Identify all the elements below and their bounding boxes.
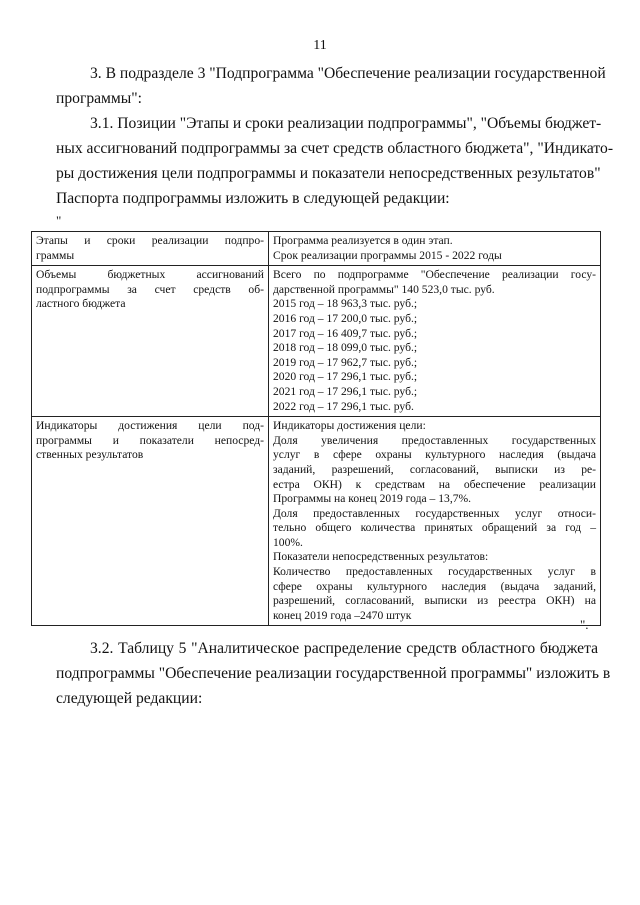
cell-line: услуг в сфере охраны культурного наследия (выдача bbox=[273, 448, 596, 462]
paragraph-3 bbox=[56, 61, 606, 111]
table-row bbox=[32, 232, 601, 266]
cell-line: граммы bbox=[36, 248, 75, 262]
cell-line: Срок реализации программы 2015 - 2022 годы bbox=[273, 248, 502, 262]
cell-line: разрешений, согласований, выписки из реестра ОКН) на bbox=[273, 594, 596, 608]
cell-line: 2018 год – 18 099,0 тыс. руб.; bbox=[273, 341, 418, 355]
opening-quote: " bbox=[56, 213, 62, 228]
cell-line: 2022 год – 17 296,1 тыс. руб. bbox=[273, 399, 414, 413]
cell-line: дарственной программы" 140 523,0 тыс. руб. bbox=[273, 282, 495, 296]
cell-line: ластного бюджета bbox=[36, 297, 126, 311]
cell-line: 2019 год – 17 962,7 тыс. руб.; bbox=[273, 355, 418, 369]
cell-line: 2020 год – 17 296,1 тыс. руб.; bbox=[273, 370, 418, 384]
cell-line: 2016 год – 17 200,0 тыс. руб.; bbox=[273, 311, 418, 325]
cell-line: Количество предоставленных государственных услуг в bbox=[273, 565, 596, 579]
text-line: ры достижения цели подпрограммы и показатели непосредственных результатов" bbox=[56, 165, 601, 182]
cell-line: ственных результатов bbox=[36, 448, 144, 462]
passport-table bbox=[31, 231, 601, 626]
cell-line: программы и показатели непосред- bbox=[36, 433, 264, 447]
row-label-budget bbox=[32, 266, 269, 417]
row-value-budget bbox=[269, 266, 601, 417]
row-label-indicators bbox=[32, 417, 269, 626]
cell-line: Объемы бюджетных ассигнований bbox=[36, 268, 264, 282]
cell-line: Этапы и сроки реализации подпро- bbox=[36, 234, 264, 247]
cell-line: Программа реализуется в один этап. bbox=[273, 234, 453, 247]
table-row bbox=[32, 266, 601, 417]
cell-line: 2015 год – 18 963,3 тыс. руб.; bbox=[273, 297, 418, 311]
text-line: ных ассигнований подпрограммы за счет средств областного бюджета", "Индикато- bbox=[56, 140, 614, 157]
cell-line: Всего по подпрограмме "Обеспечение реализации госу- bbox=[273, 268, 596, 282]
cell-line: 2021 год – 17 296,1 тыс. руб.; bbox=[273, 384, 418, 398]
row-label-stages bbox=[32, 232, 269, 266]
cell-line: Показатели непосредственных результатов: bbox=[273, 550, 489, 564]
paragraph-3-2 bbox=[56, 636, 611, 711]
cell-line: 100%. bbox=[273, 535, 303, 549]
cell-line: естра ОКН) к средствам на обеспечение реализации bbox=[273, 477, 596, 491]
cell-line: Индикаторы достижения цели под- bbox=[36, 419, 264, 433]
page-number: 11 bbox=[313, 38, 327, 53]
text-line: 3.2. Таблицу 5 "Аналитическое распределение средств областного бюджета bbox=[90, 640, 598, 657]
paragraph-3-1 bbox=[56, 111, 614, 211]
cell-line: тельно общего количества принятых обращений за год – bbox=[273, 521, 596, 535]
text-line: следующей редакции: bbox=[56, 690, 203, 707]
cell-line: конец 2019 года –2470 штук bbox=[273, 608, 412, 622]
cell-line: заданий, разрешений, согласований, выписки из ре- bbox=[273, 462, 596, 476]
cell-line: подпрограммы за счет средств об- bbox=[36, 282, 264, 296]
text-line: 3.1. Позиции "Этапы и сроки реализации подпрограммы", "Объемы бюджет- bbox=[90, 115, 602, 132]
cell-line: сфере охраны культурного наследия (выдача заданий, bbox=[273, 579, 596, 593]
cell-line: Индикаторы достижения цели: bbox=[273, 419, 426, 433]
cell-line: Программы на конец 2019 года – 13,7%. bbox=[273, 492, 472, 506]
table-row bbox=[32, 417, 601, 626]
text-line: Паспорта подпрограммы изложить в следующей редакции: bbox=[56, 190, 450, 207]
closing-quote: ". bbox=[580, 617, 589, 632]
row-value-stages bbox=[269, 232, 601, 266]
row-value-indicators bbox=[269, 417, 601, 626]
text-line: программы": bbox=[56, 90, 142, 107]
cell-line: Доля предоставленных государственных услуг относи- bbox=[273, 506, 596, 520]
text-line: 3. В подразделе 3 "Подпрограмма "Обеспечение реализации государственной bbox=[90, 65, 606, 82]
cell-line: 2017 год – 16 409,7 тыс. руб.; bbox=[273, 326, 418, 340]
cell-line: Доля увеличения предоставленных государственных bbox=[273, 433, 596, 447]
text-line: подпрограммы "Обеспечение реализации государственной программы" изложить в bbox=[56, 665, 611, 682]
